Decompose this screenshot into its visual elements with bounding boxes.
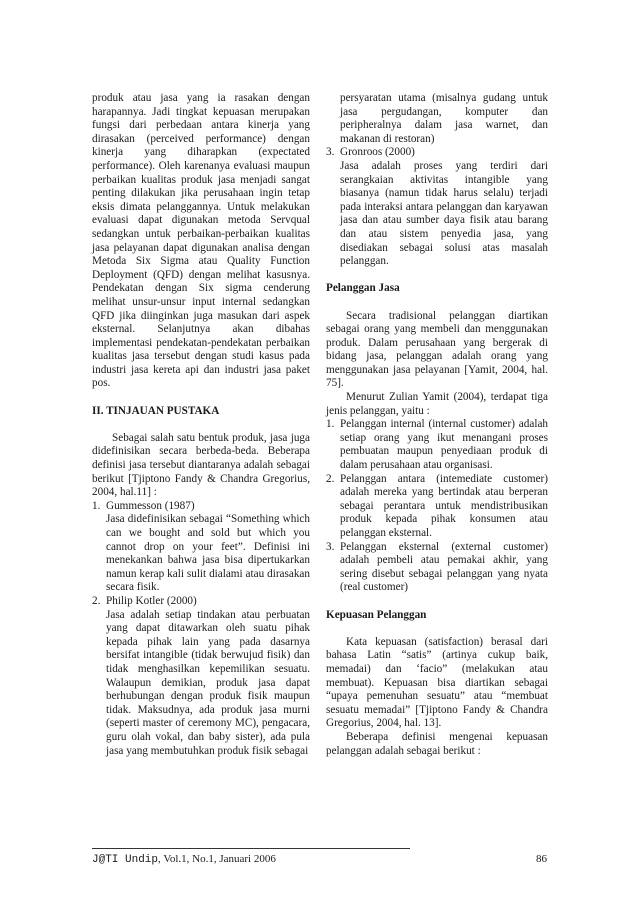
- customer-type-item: [326, 541, 548, 595]
- continuation-text: persyaratan utama (misalnya gudang untuk jasa pergudangan, komputer dan peripheralnya dalam jasa warnet, dan makanan di restoran): [340, 92, 548, 145]
- type-number: 1.: [326, 418, 335, 431]
- footer-rule: [92, 848, 410, 849]
- definition-list-continued: [326, 92, 548, 269]
- footer-citation: [92, 853, 276, 866]
- definition-item: [326, 146, 548, 268]
- kepuasan-heading: Kepuasan Pelanggan: [326, 608, 427, 621]
- kepuasan-paragraph: Kata kepuasan (satisfaction) berasal dari bahasa Latin “satis” (artinya cukup baik, memadai) dan ‘facio” (melakukan atau membuat). Kepuasan bisa diartikan sebagai “upaya pemenuhan sesuatu” atau “membuat sesuatu memadai” [Tjiptono Fandy & Chandra Gregorius, 2004, hal. 13].: [326, 635, 548, 730]
- pelanggan-heading: Pelanggan Jasa: [326, 282, 400, 295]
- definition-body: Jasa adalah setiap tindakan atau perbuatan yang dapat ditawarkan oleh suatu pihak kepada pihak lain yang pada dasarnya bersifat intangible (tidak berwujud fisik) dan tidak menghasilkan kepemilikan sesuatu. Walaupun demikian, produk jasa dapat berhubungan dengan produk fisik maupun tidak. Maksudnya, ada produk jasa murni (seperti master of ceremony MC), pengacara, guru olah vokal, dan baby sister), ada pula jasa yang membutuhkan produk fisik sebagai: [106, 608, 310, 757]
- intro-paragraph: produk atau jasa yang ia rasakan dengan harapannya. Jadi tingkat kepuasan merupakan fungsi dari perbedaan antara kinerja yang dirasakan (perceived performance) dengan kinerja yang diharapkan (expectated performance). Oleh karenanya evaluasi maupun perbaikan kualitas produk jasa menjadi sangat penting dilakukan jika perusahaan ingin tetap eksis dimata pelanggannya. Untuk melakukan evaluasi dapat digunakan metoda Servqual sedangkan untuk perbaikan-perbaikan kualitas jasa pelayanan dapat digunakan analisa dengan Metoda Six Sigma atau Quality Function Deployment (QFD) dengan melihat kasusnya. Pendekatan dengan Six sigma cenderung melihat unsur-unsur input internal sedangkan QFD jika diinginkan juga masukan dari aspek eksternal. Selanjutnya akan dibahas implementasi pendekatan-pendekatan perbaikan kualitas jasa tersebut dengan studi kasus pada industri jasa kereta api dan industri jasa paket pos.: [92, 92, 310, 390]
- type-text: Pelanggan internal (internal customer) adalah setiap orang yang ikut menangani proses pembuatan maupun penyediaan produk di dalam perusahaan atau organisasi.: [340, 418, 548, 472]
- page-number: 86: [536, 853, 547, 865]
- definition-item: [92, 595, 310, 758]
- journal-name: J@TI Undip: [92, 854, 159, 866]
- definition-list: [92, 500, 310, 758]
- section-heading: II. TINJAUAN PUSTAKA: [92, 404, 220, 417]
- issue-info: , Vol.1, No.1, Januari 2006: [158, 853, 276, 865]
- definition-title: Gronroos (2000): [340, 146, 415, 159]
- definition-number: 2.: [92, 594, 101, 607]
- type-text: Pelanggan antara (intemediate customer) adalah mereka yang bertindak atau berperan sebagai perantara untuk mendistribusikan produk kepada pihak konsumen atau pelanggan eksternal.: [340, 472, 548, 539]
- definition-number: 1.: [92, 499, 101, 512]
- definition-body: Jasa adalah proses yang terdiri dari serangkaian aktivitas intangible yang biasanya (namun tidak harus selalu) terjadi pada interaksi antara pelanggan dan karyawan jasa dan atau sumber daya fisik atau barang dan atau sistem penyedia jasa, yang disediakan sebagai solusi atas masalah pelanggan.: [340, 159, 548, 268]
- zulian-paragraph: Menurut Zulian Yamit (2004), terdapat tiga jenis pelanggan, yaitu :: [326, 391, 548, 417]
- definition-item: [92, 500, 310, 595]
- type-number: 2.: [326, 472, 335, 485]
- section-paragraph: Sebagai salah satu bentuk produk, jasa juga didefinisikan secara berbeda-beda. Beberapa definisi jasa tersebut diantaranya adalah sebagai berikut [Tjiptono Fandy & Chandra Gregorius, 2004, hal.11] :: [92, 431, 310, 499]
- type-text: Pelanggan eksternal (external customer) adalah pembeli atau pemakai akhir, yang sering disebut sebagai pelanggan yang nyata (real customer): [340, 540, 548, 594]
- definition-body: Jasa didefinisikan sebagai “Something which can we bought and sold but which you cannot drop on your feet”. Definisi ini menekankan bahwa jasa bisa dipertukarkan namun kerap kali sulit dialami atau dirasakan secara fisik.: [106, 513, 310, 594]
- left-column: [92, 92, 310, 758]
- closing-paragraph: Beberapa definisi mengenai kepuasan pelanggan adalah sebagai berikut :: [326, 730, 548, 757]
- definition-number: 3.: [326, 146, 335, 159]
- customer-type-item: [326, 473, 548, 541]
- pelanggan-paragraph: Secara tradisional pelanggan diartikan sebagai orang yang membeli dan menggunakan produk. Dalam perusahaan yang bergerak di bidang jasa, pelanggan adalah orang yang menggunakan jasa pelayanan [Yamit, 2004, hal. 75].: [326, 309, 548, 390]
- definition-title: Philip Kotler (2000): [106, 594, 197, 607]
- definition-continuation: [326, 92, 548, 146]
- customer-type-item: [326, 418, 548, 472]
- definition-title: Gummesson (1987): [106, 499, 195, 512]
- type-number: 3.: [326, 540, 335, 553]
- right-column: [326, 92, 548, 758]
- customer-type-list: [326, 418, 548, 595]
